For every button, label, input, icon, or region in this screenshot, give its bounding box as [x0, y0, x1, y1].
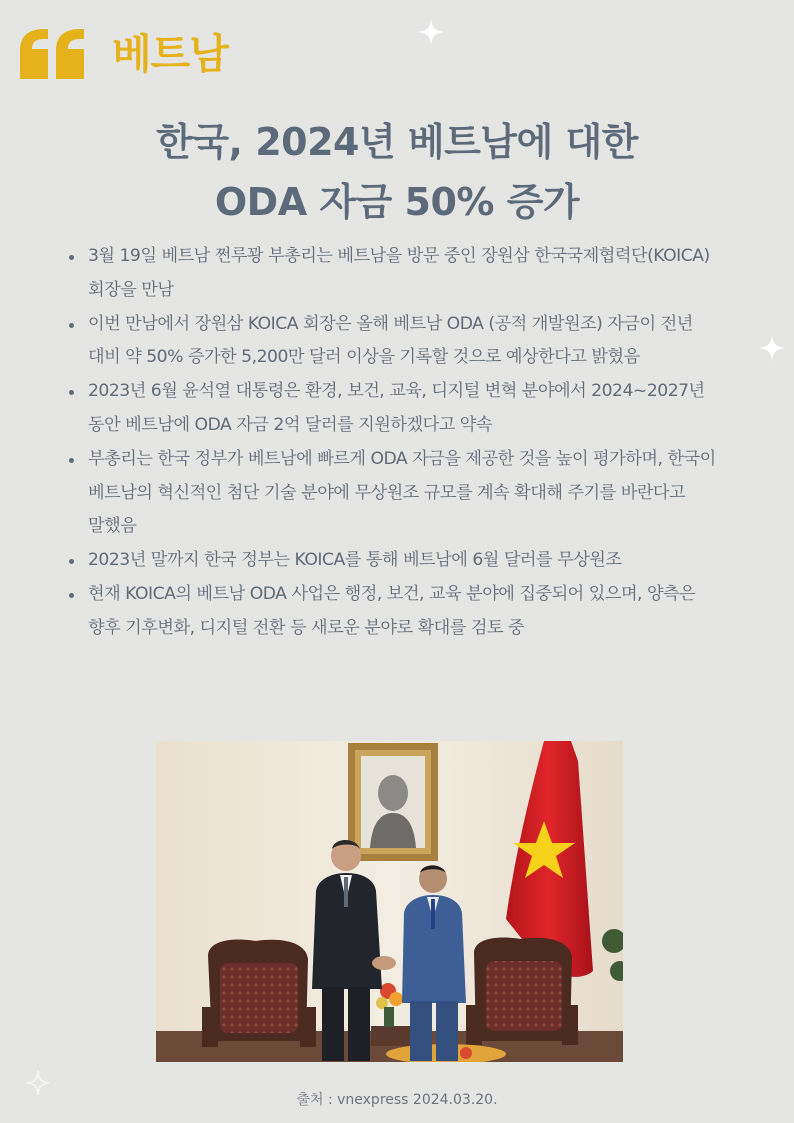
page-title — [0, 112, 794, 232]
bullet-item: 이번 만남에서 장원삼 KOICA 회장은 올해 베트남 ODA (공적 개발원조) 자금이 전년 대비 약 50% 증가한 5,200만 달러 이상을 기록할 것으로 예상한다고 밝혔음 — [88, 308, 724, 376]
quote-icon — [20, 29, 86, 79]
bullet-item: 3월 19일 베트남 쩐루꽝 부총리는 베트남을 방문 중인 장원삼 한국국제협력단(KOICA) 회장을 만남 — [88, 240, 724, 308]
meeting-photo — [156, 741, 623, 1062]
title-line-1: 한국, 2024년 베트남에 대한 — [156, 120, 638, 164]
title-line-2: ODA 자금 50% 증가 — [214, 180, 580, 224]
bullet-item: 2023년 말까지 한국 정부는 KOICA를 통해 베트남에 6월 달러를 무상원조 — [88, 544, 724, 578]
source-citation: 출처 : vnexpress 2024.03.20. — [296, 1092, 498, 1108]
section-header — [20, 28, 228, 80]
bullet-item: 2023년 6월 윤석열 대통령은 환경, 보건, 교육, 디지털 변혁 분야에서 2024~2027년 동안 베트남에 ODA 자금 2억 달러를 지원하겠다고 약속 — [88, 375, 724, 443]
bullet-item: 현재 KOICA의 베트남 ODA 사업은 행정, 보건, 교육 분야에 집중되어 있으며, 양측은 향후 기후변화, 디지털 전환 등 새로운 분야로 확대를 검토 중 — [88, 578, 724, 646]
sparkle-icon — [418, 18, 444, 46]
bullet-item: 부총리는 한국 정부가 베트남에 빠르게 ODA 자금을 제공한 것을 높이 평가하며, 한국이 베트남의 혁신적인 첨단 기술 분야에 무상원조 규모를 계속 확대해 주기를 바란다고 말했음 — [88, 443, 724, 544]
sparkle-icon — [759, 334, 785, 362]
bullet-list — [88, 240, 724, 646]
section-label: 베트남 — [112, 30, 228, 78]
